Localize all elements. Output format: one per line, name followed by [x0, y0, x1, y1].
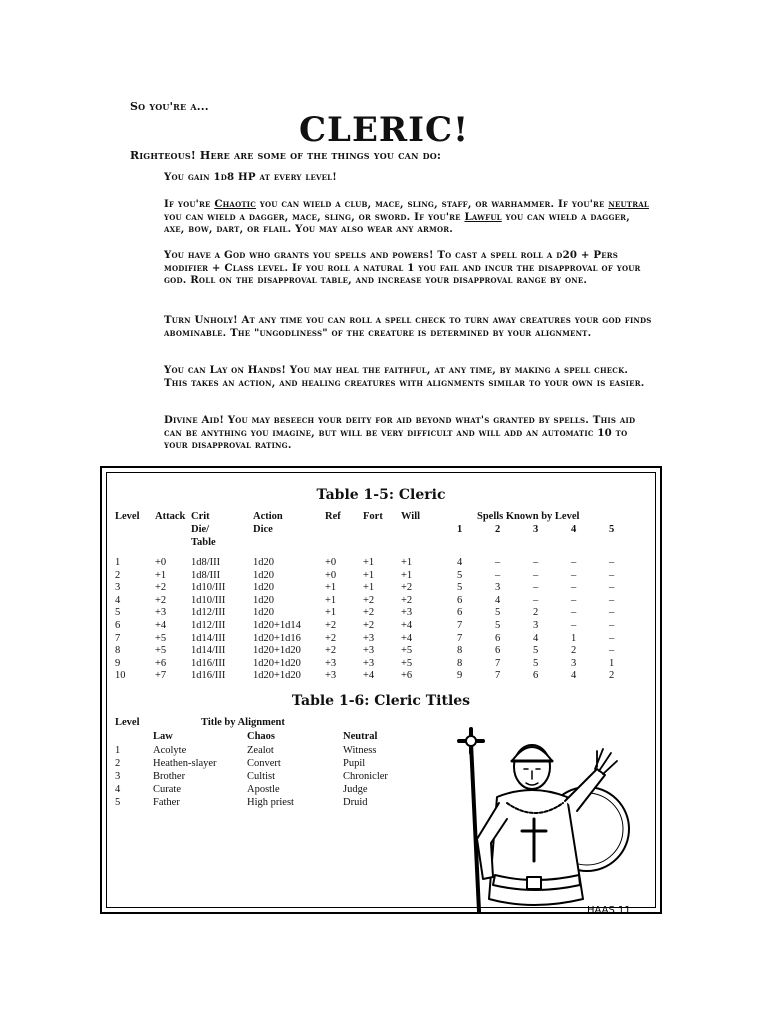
title-cell-level: 5: [115, 797, 121, 808]
title-cell-law: Acolyte: [153, 745, 187, 756]
cell-spells-4: –: [571, 594, 577, 606]
header-spell-level-1: 1: [457, 524, 463, 535]
cell-spells-3: –: [533, 557, 539, 568]
cell-spells-3: 6: [533, 670, 539, 682]
title-cell-law: Curate: [153, 784, 181, 795]
header-action-2: Dice: [253, 524, 273, 535]
titles-header-neutral: Neutral: [343, 731, 378, 742]
cell-spells-5: –: [609, 557, 615, 568]
mace-shaft: [471, 743, 479, 911]
weapons-text-d: you can wield a dagger, axe, bow, dart, or flail. You may also wear any armor.: [164, 210, 630, 236]
title-cell-neutral: Chronicler: [343, 771, 388, 782]
cell-fort: +1: [363, 557, 375, 568]
cell-crit: 1d16/III: [191, 657, 226, 669]
cell-will: +2: [401, 582, 413, 594]
paragraph-divine-aid: Divine Aid! You may beseech your deity for aid beyond what's granted by spells. This aid can be anything you imagine, but will be very difficult and will add an automatic 10 to your disapproval rating.: [164, 414, 636, 452]
paragraph-turn-unholy: Turn Unholy! At any time you can roll a spell check to turn away creatures your god finds abominable. The "ungodliness" of the creature is determined by your alignment.: [164, 314, 652, 339]
cell-level: 6: [115, 620, 121, 631]
header-will: Will: [401, 511, 421, 522]
cell-will: +5: [401, 657, 413, 669]
cell-spells-5: –: [609, 645, 615, 657]
cell-fort: +2: [363, 620, 375, 631]
cell-crit: 1d10/III: [191, 594, 226, 606]
cell-spells-1: 5: [457, 569, 463, 581]
cell-spells-2: –: [495, 557, 501, 568]
title-cell-chaos: Cultist: [247, 771, 276, 782]
cell-attack: +1: [155, 569, 167, 581]
cell-spells-1: 4: [457, 557, 463, 568]
cell-spells-4: 2: [571, 645, 577, 657]
header-spell-level-3: 3: [533, 524, 539, 535]
cell-crit: 1d16/III: [191, 670, 226, 682]
titles-header-alignment: Title by Alignment: [201, 717, 285, 728]
header-action-1: Action: [253, 511, 283, 522]
cell-spells-1: 8: [457, 657, 463, 669]
cell-level: 9: [115, 657, 121, 669]
weapons-text-a: If you're: [164, 198, 215, 210]
intro-text: So you're a...: [130, 100, 209, 113]
cell-spells-4: –: [571, 557, 577, 568]
cell-spells-1: 9: [457, 670, 463, 682]
table-box: [100, 466, 662, 914]
cell-spells-1: 5: [457, 582, 463, 594]
cell-spells-4: 4: [571, 670, 577, 682]
cell-attack: +5: [155, 632, 167, 644]
cell-will: +3: [401, 607, 413, 619]
title-cell-chaos: Zealot: [247, 745, 274, 756]
cell-will: +4: [401, 632, 413, 644]
paragraph-hp: [164, 171, 654, 184]
table-1-6-title: Table 1-6: Cleric Titles: [291, 693, 471, 709]
cell-spells-5: –: [609, 607, 615, 619]
cell-spells-1: 6: [457, 594, 463, 606]
title-cell-level: 4: [115, 784, 121, 795]
weapons-lawful: Lawful: [464, 210, 502, 223]
cell-action-dice: 1d20+1d20: [253, 645, 301, 657]
weapons-neutral: neutral: [608, 198, 649, 210]
artist-signature: HAAS 11: [587, 905, 631, 916]
cell-will: +4: [401, 620, 413, 631]
title-cell-neutral: Witness: [343, 745, 377, 756]
cell-spells-3: 4: [533, 632, 539, 644]
cell-spells-2: 7: [495, 657, 501, 669]
cell-attack: +2: [155, 594, 167, 606]
cell-level: 7: [115, 632, 121, 644]
cell-spells-5: –: [609, 582, 615, 594]
cell-fort: +1: [363, 569, 375, 581]
cell-spells-2: 6: [495, 632, 501, 644]
cell-action-dice: 1d20: [253, 569, 274, 581]
cell-action-dice: 1d20: [253, 557, 274, 568]
cell-spells-1: 8: [457, 645, 463, 657]
cell-spells-4: –: [571, 582, 577, 594]
cell-spells-5: 1: [609, 657, 615, 669]
titles-header-level: Level: [115, 717, 140, 728]
cell-ref: +1: [325, 582, 337, 594]
cell-ref: +3: [325, 670, 337, 682]
cell-level: 2: [115, 569, 121, 581]
header-crit-3: Table: [191, 537, 216, 548]
cell-crit: 1d10/III: [191, 582, 226, 594]
cell-action-dice: 1d20+1d20: [253, 670, 301, 682]
cell-spells-3: 2: [533, 607, 539, 619]
cell-action-dice: 1d20+1d20: [253, 657, 301, 669]
title-cell-level: 3: [115, 771, 121, 782]
hp-text-a: You gain 1d8: [164, 171, 239, 183]
header-spell-level-5: 5: [609, 524, 615, 535]
cell-ref: +1: [325, 607, 337, 619]
cell-action-dice: 1d20: [253, 594, 274, 606]
table-box-inner: [106, 472, 656, 916]
cell-level: 10: [115, 670, 126, 682]
title-cell-chaos: Convert: [247, 758, 281, 769]
cell-ref: +2: [325, 632, 337, 644]
cell-spells-5: –: [609, 632, 615, 644]
cell-spells-2: 6: [495, 645, 501, 657]
header-spell-level-4: 4: [571, 524, 577, 535]
header-spells-known: Spells Known by Level: [477, 511, 580, 522]
cell-crit: 1d8/III: [191, 557, 221, 568]
cell-spells-3: 3: [533, 620, 539, 631]
cell-level: 1: [115, 557, 121, 568]
cell-fort: +4: [363, 670, 375, 682]
paragraph-god: You have a God who grants you spells and powers! To cast a spell roll a d20 + Pers modifier + Class level. If you roll a natural 1 you fail and incur the disapproval of your god. Roll on the disapproval table, and increase your disapproval range by one.: [164, 249, 641, 287]
cell-spells-2: 7: [495, 670, 501, 682]
cell-spells-1: 6: [457, 607, 463, 619]
title-cell-law: Father: [153, 797, 180, 808]
cell-spells-5: 2: [609, 670, 615, 682]
cell-ref: +3: [325, 657, 337, 669]
header-fort: Fort: [363, 511, 383, 522]
cell-fort: +2: [363, 594, 375, 606]
header-ref: Ref: [325, 511, 341, 522]
cell-spells-3: 5: [533, 645, 539, 657]
subtitle: Righteous! Here are some of the things you can do:: [130, 149, 442, 162]
title-cell-law: Brother: [153, 771, 186, 782]
cell-fort: +3: [363, 645, 375, 657]
cell-will: +1: [401, 557, 413, 568]
cell-will: +2: [401, 594, 413, 606]
cell-spells-4: –: [571, 607, 577, 619]
cell-spells-5: –: [609, 620, 615, 631]
cell-attack: +3: [155, 607, 167, 619]
cell-crit: 1d12/III: [191, 607, 226, 619]
cell-spells-4: 3: [571, 657, 577, 669]
hp-text-b: HP: [238, 171, 256, 183]
cell-spells-3: 5: [533, 657, 539, 669]
cell-crit: 1d8/III: [191, 569, 221, 581]
page-title: CLERIC!: [298, 110, 470, 150]
cell-crit: 1d14/III: [191, 645, 226, 657]
cell-attack: +0: [155, 557, 167, 568]
cell-attack: +6: [155, 657, 167, 669]
cell-attack: +5: [155, 645, 167, 657]
cell-fort: +3: [363, 657, 375, 669]
titles-header-chaos: Chaos: [247, 731, 276, 742]
cell-spells-4: 1: [571, 632, 577, 644]
cell-fort: +3: [363, 632, 375, 644]
cell-spells-2: 5: [495, 607, 501, 619]
weapons-text-b: you can wield a club, mace, sling, staff, or warhammer. If you're: [256, 198, 609, 210]
cell-ref: +2: [325, 620, 337, 631]
title-cell-law: Heathen-slayer: [153, 758, 217, 769]
title-cell-neutral: Pupil: [343, 758, 366, 769]
cell-fort: +1: [363, 582, 375, 594]
cell-action-dice: 1d20+1d14: [253, 620, 301, 631]
header-crit-2: Die/: [191, 524, 210, 535]
cell-crit: 1d12/III: [191, 620, 226, 631]
cell-level: 4: [115, 594, 121, 606]
helmet-shape: [512, 747, 552, 761]
cell-level: 8: [115, 645, 121, 657]
header-attack: Attack: [155, 511, 186, 522]
belt-buckle: [527, 877, 541, 889]
cell-fort: +2: [363, 607, 375, 619]
cell-crit: 1d14/III: [191, 632, 226, 644]
cell-spells-2: 3: [495, 582, 501, 594]
paragraph-weapons: [164, 198, 654, 236]
mace-head-center: [466, 736, 476, 746]
cell-spells-2: –: [495, 569, 501, 581]
cell-spells-2: 4: [495, 594, 501, 606]
cell-attack: +7: [155, 670, 167, 682]
cell-ref: +0: [325, 569, 337, 581]
title-cell-chaos: High priest: [247, 797, 294, 808]
cell-spells-1: 7: [457, 620, 463, 631]
cell-attack: +4: [155, 620, 167, 631]
cell-ref: +1: [325, 594, 337, 606]
title-cell-chaos: Apostle: [247, 784, 280, 795]
cell-ref: +2: [325, 645, 337, 657]
cell-action-dice: 1d20: [253, 582, 274, 594]
cell-will: +6: [401, 670, 413, 682]
cell-spells-3: –: [533, 582, 539, 594]
cell-action-dice: 1d20: [253, 607, 274, 619]
title-cell-level: 2: [115, 758, 121, 769]
cell-spells-1: 7: [457, 632, 463, 644]
cell-spells-3: –: [533, 594, 539, 606]
cell-spells-5: –: [609, 594, 615, 606]
cleric-illustration: [437, 719, 647, 919]
cell-spells-4: –: [571, 620, 577, 631]
title-cell-level: 1: [115, 745, 121, 756]
cell-spells-3: –: [533, 569, 539, 581]
cell-attack: +2: [155, 582, 167, 594]
cell-level: 3: [115, 582, 121, 594]
hp-text-c: at every level!: [255, 171, 337, 183]
weapons-text-c: you can wield a dagger, mace, sling, or sword. If you're: [164, 210, 465, 223]
cell-will: +1: [401, 569, 413, 581]
cell-spells-4: –: [571, 569, 577, 581]
cell-action-dice: 1d20+1d16: [253, 632, 301, 644]
header-spell-level-2: 2: [495, 524, 501, 535]
title-cell-neutral: Druid: [343, 797, 368, 808]
header-crit-1: Crit: [191, 511, 210, 522]
title-cell-neutral: Judge: [343, 784, 368, 795]
cell-ref: +0: [325, 557, 337, 568]
titles-header-law: Law: [153, 731, 173, 742]
cell-spells-5: –: [609, 569, 615, 581]
paragraph-lay-on-hands: You can Lay on Hands! You may heal the faithful, at any time, by making a spell check. This takes an action, and healing creatures with alignments similar to your own is easier.: [164, 364, 645, 389]
cell-spells-2: 5: [495, 620, 501, 631]
cell-will: +5: [401, 645, 413, 657]
weapons-chaotic: Chaotic: [214, 198, 257, 210]
header-level: Level: [115, 511, 140, 522]
cell-level: 5: [115, 607, 121, 619]
table-1-5-title: Table 1-5: Cleric: [316, 487, 446, 503]
